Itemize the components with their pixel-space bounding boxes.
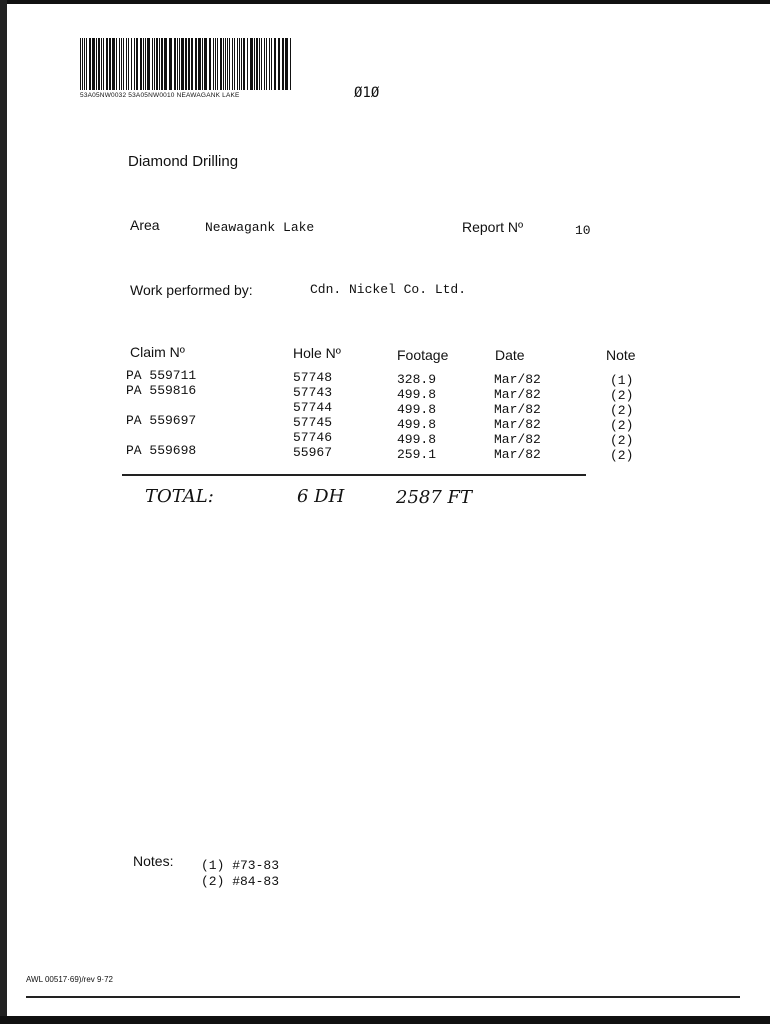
barcode-bar xyxy=(237,38,238,90)
table-cell-note: (2) xyxy=(610,403,634,418)
barcode-bar xyxy=(266,38,267,90)
table-cell-date: Mar/82 xyxy=(494,372,541,387)
barcode-bar xyxy=(82,38,83,90)
total-label: TOTAL: xyxy=(145,486,214,507)
barcode-bar xyxy=(195,38,197,90)
barcode-bar xyxy=(131,38,132,90)
barcode-bar xyxy=(243,38,245,90)
work-performed-value: Cdn. Nickel Co. Ltd. xyxy=(310,282,467,297)
barcode-bar xyxy=(159,38,160,90)
barcode-bar xyxy=(154,38,155,90)
table-cell-date: Mar/82 xyxy=(494,432,541,447)
barcode-bar xyxy=(126,38,127,90)
table-cell-claim: PA 559711 xyxy=(126,368,197,383)
barcode-bar xyxy=(177,38,178,90)
work-performed-label: Work performed by: xyxy=(130,282,253,298)
document-code: Ø1Ø xyxy=(354,85,380,101)
table-cell-note: (1) xyxy=(610,373,634,388)
table-cell-hole: 57744 xyxy=(293,400,333,415)
barcode-caption: 53A05NW0032 53A05NW0010 NEAWAGANK LAKE xyxy=(80,92,240,99)
table-cell-date: Mar/82 xyxy=(494,387,541,402)
barcode-bar xyxy=(282,38,284,90)
area-label: Area xyxy=(130,217,160,233)
barcode-bar xyxy=(123,38,124,90)
barcode-bar xyxy=(103,38,104,90)
barcode-bar xyxy=(84,38,85,90)
barcode-bar xyxy=(92,38,95,90)
header-note: Note xyxy=(606,347,636,363)
barcode-bar xyxy=(185,38,187,90)
barcode-bar xyxy=(89,38,91,90)
page-border-bottom xyxy=(0,1016,770,1024)
barcode-bar xyxy=(274,38,276,90)
barcode-bar xyxy=(217,38,218,90)
barcode-bar xyxy=(209,38,211,90)
header-claim: Claim Nº xyxy=(130,344,185,360)
table-cell-claim xyxy=(126,429,196,444)
table-cell-hole: 57746 xyxy=(293,430,333,445)
total-holes: 6 DH xyxy=(297,486,345,507)
table-cell-date: Mar/82 xyxy=(494,402,541,417)
barcode-bar xyxy=(213,38,214,90)
claim-column xyxy=(126,369,196,459)
table-cell-footage: 499.8 xyxy=(397,402,437,417)
table-cell-hole: 57745 xyxy=(293,415,333,430)
barcode-bar xyxy=(80,38,81,90)
table-cell-hole: 57748 xyxy=(293,370,333,385)
barcode-bar xyxy=(202,38,203,90)
date-column xyxy=(494,372,541,462)
table-cell-claim: PA 559697 xyxy=(126,413,197,428)
barcode-bar xyxy=(239,38,240,90)
page-border-left xyxy=(0,0,7,1024)
barcode-bar xyxy=(290,38,291,90)
barcode-bar xyxy=(98,38,100,90)
barcode xyxy=(80,38,294,90)
barcode-bar xyxy=(128,38,129,90)
barcode-bar xyxy=(143,38,144,90)
barcode-bar xyxy=(264,38,265,90)
table-cell-footage: 499.8 xyxy=(397,417,437,432)
hole-column xyxy=(293,370,332,460)
note-item: (2) #84-83 xyxy=(201,874,280,889)
barcode-bar xyxy=(254,38,255,90)
report-label: Report Nº xyxy=(462,219,524,235)
barcode-bar xyxy=(269,38,270,90)
table-cell-date: Mar/82 xyxy=(494,447,541,462)
barcode-bar xyxy=(161,38,163,90)
bottom-rule xyxy=(26,996,740,998)
barcode-bar xyxy=(181,38,184,90)
table-cell-footage: 499.8 xyxy=(397,432,437,447)
barcode-bar xyxy=(229,38,230,90)
barcode-bar xyxy=(225,38,226,90)
barcode-bar xyxy=(145,38,146,90)
notes-label: Notes: xyxy=(133,853,174,869)
barcode-bar xyxy=(241,38,242,90)
barcode-bar xyxy=(152,38,153,90)
note-column xyxy=(610,373,633,463)
header-date: Date xyxy=(495,347,525,363)
barcode-bar xyxy=(220,38,222,90)
barcode-bar xyxy=(164,38,167,90)
barcode-bar xyxy=(271,38,272,90)
table-cell-hole: 55967 xyxy=(293,445,333,460)
barcode-bar xyxy=(261,38,262,90)
footage-column xyxy=(397,372,436,462)
barcode-bar xyxy=(96,38,97,90)
form-code: AWL 00517·69)/rev 9·72 xyxy=(26,975,114,984)
barcode-bar xyxy=(169,38,172,90)
table-cell-footage: 259.1 xyxy=(397,447,437,462)
barcode-bar xyxy=(147,38,150,90)
table-cell-date: Mar/82 xyxy=(494,417,541,432)
table-cell-footage: 499.8 xyxy=(397,387,437,402)
form-title: Diamond Drilling xyxy=(128,153,239,170)
table-cell-note: (2) xyxy=(610,448,634,463)
barcode-bar xyxy=(86,38,87,90)
page-border-top xyxy=(0,0,770,4)
barcode-bar xyxy=(119,38,120,90)
header-footage: Footage xyxy=(397,347,449,363)
barcode-bar xyxy=(174,38,176,90)
barcode-bar xyxy=(250,38,253,90)
report-value: 10 xyxy=(575,223,591,238)
barcode-bar xyxy=(232,38,233,90)
barcode-bar xyxy=(188,38,190,90)
table-cell-hole: 57743 xyxy=(293,385,333,400)
barcode-bar xyxy=(109,38,111,90)
table-cell-claim: PA 559698 xyxy=(126,443,197,458)
barcode-bar xyxy=(285,38,288,90)
barcode-bar xyxy=(278,38,280,90)
table-cell-footage: 328.9 xyxy=(397,372,437,387)
barcode-bar xyxy=(112,38,115,90)
table-underline xyxy=(122,474,586,476)
header-hole: Hole Nº xyxy=(293,345,341,361)
barcode-bar xyxy=(101,38,102,90)
barcode-bar xyxy=(227,38,228,90)
barcode-bar xyxy=(204,38,207,90)
barcode-bar xyxy=(191,38,193,90)
barcode-bar xyxy=(234,38,235,90)
barcode-bar xyxy=(198,38,201,90)
barcode-bar xyxy=(259,38,260,90)
barcode-bar xyxy=(134,38,135,90)
barcode-bar xyxy=(156,38,158,90)
table-cell-note: (2) xyxy=(610,433,634,448)
barcode-bar xyxy=(179,38,180,90)
table-cell-claim xyxy=(126,399,196,414)
table-cell-note: (2) xyxy=(610,418,634,433)
table-cell-claim: PA 559816 xyxy=(126,383,197,398)
barcode-bar xyxy=(247,38,248,90)
total-footage: 2587 FT xyxy=(396,487,473,508)
barcode-bar xyxy=(136,38,138,90)
barcode-bar xyxy=(140,38,142,90)
barcode-bar xyxy=(256,38,258,90)
table-cell-note: (2) xyxy=(610,388,634,403)
barcode-bar xyxy=(223,38,224,90)
barcode-bar xyxy=(116,38,117,90)
area-value: Neawagank Lake xyxy=(205,220,315,235)
barcode-bar xyxy=(121,38,122,90)
barcode-bar xyxy=(215,38,216,90)
barcode-bar xyxy=(106,38,108,90)
note-item: (1) #73-83 xyxy=(201,858,280,873)
